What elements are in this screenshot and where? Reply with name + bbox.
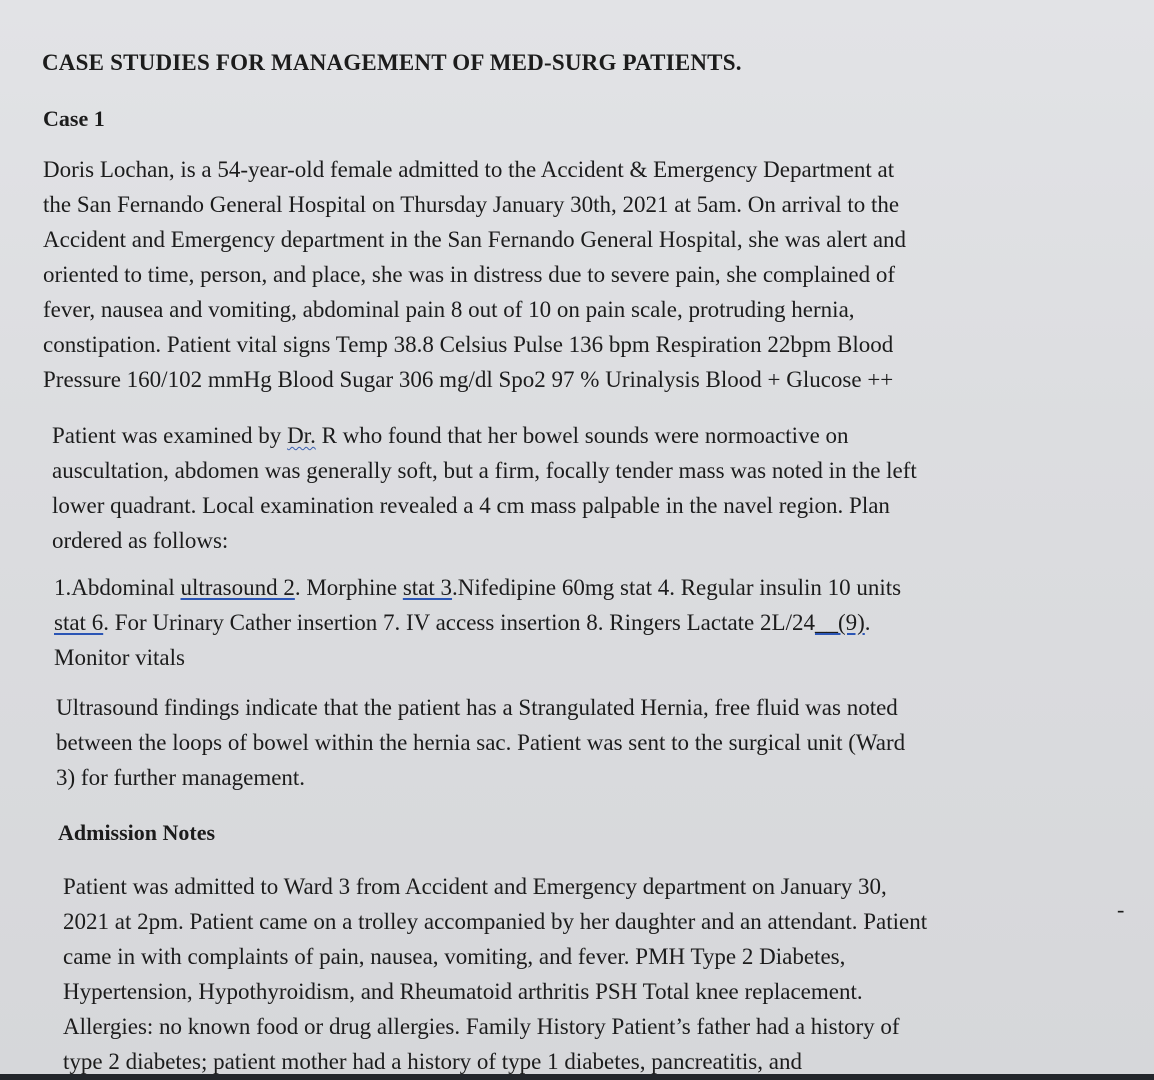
text-line: Accident and Emergency department in the San Fernando General Hospital, she was alert and [43, 227, 907, 252]
text-line: 2021 at 2pm. Patient came on a trolley accompanied by her daughter and an attendant. Patient [63, 909, 928, 934]
text-segment: . [864, 610, 871, 635]
underlined-text: ultrasound 2 [180, 575, 295, 600]
text-line: 3) for further management. [56, 765, 306, 790]
underlined-text: __(9) [814, 610, 865, 635]
text-line: ordered as follows: [52, 528, 229, 553]
paragraph-examination [52, 418, 917, 558]
text-line: Patient was admitted to Ward 3 from Accident and Emergency department on January 30, [63, 874, 887, 899]
text-line: Doris Lochan, is a 54-year-old female admitted to the Accident & Emergency Department at [43, 157, 895, 182]
text-line: came in with complaints of pain, nausea, vomiting, and fever. PMH Type 2 Diabetes, [63, 944, 846, 969]
text-line: constipation. Patient vital signs Temp 38.8 Celsius Pulse 136 bpm Respiration 22bpm Blood [43, 332, 894, 357]
text-line: oriented to time, person, and place, she was in distress due to severe pain, she complained of [43, 262, 896, 287]
margin-dash: - [1117, 897, 1125, 922]
text-line: Monitor vitals [54, 645, 185, 670]
text-line [54, 605, 901, 640]
text-line: the San Fernando General Hospital on Thursday January 30th, 2021 at 5am. On arrival to the [43, 192, 900, 217]
text-segment: .Nifedipine 60mg stat 4. Regular insulin 10 units [452, 575, 902, 600]
admission-notes-heading: Admission Notes [58, 820, 216, 845]
text-line: fever, nausea and vomiting, abdominal pain 8 out of 10 on pain scale, protruding hernia, [43, 297, 855, 322]
underlined-text: stat 6 [54, 610, 104, 635]
text-line: auscultation, abdomen was generally soft, but a firm, focally tender mass was noted in the left [52, 458, 917, 483]
text-line: Allergies: no known food or drug allergies. Family History Patient’s father had a history of [63, 1014, 900, 1039]
text-line [54, 570, 901, 605]
plan-list [54, 570, 901, 675]
text-segment: Patient was examined by [52, 423, 288, 448]
paragraph-admission [63, 869, 927, 1079]
paragraph-patient-intro [43, 152, 906, 397]
spellcheck-flag: Dr. [287, 423, 316, 448]
text-segment: R who found that her bowel sounds were normoactive on [315, 423, 849, 448]
text-line: between the loops of bowel within the hernia sac. Patient was sent to the surgical unit (Ward [56, 730, 906, 755]
text-line: type 2 diabetes; patient mother had a history of type 1 diabetes, pancreatitis, and [63, 1049, 802, 1074]
text-line [52, 418, 917, 453]
text-segment: . For Urinary Cather insertion 7. IV access insertion 8. Ringers Lactate 2L/24 [103, 610, 815, 635]
text-segment: . Morphine [294, 575, 403, 600]
underlined-text: stat 3 [402, 575, 453, 600]
case-label: Case 1 [43, 106, 105, 131]
text-line: lower quadrant. Local examination revealed a 4 cm mass palpable in the navel region. Plan [52, 493, 890, 518]
document-title: CASE STUDIES FOR MANAGEMENT OF MED-SURG PATIENTS. [42, 50, 742, 75]
screen-bottom-edge [0, 1074, 1154, 1080]
paragraph-ultrasound [56, 690, 905, 795]
text-segment: 1.Abdominal [54, 575, 181, 600]
text-line: Pressure 160/102 mmHg Blood Sugar 306 mg/dl Spo2 97 % Urinalysis Blood + Glucose ++ [43, 367, 894, 392]
text-line: Ultrasound findings indicate that the patient has a Strangulated Hernia, free fluid was noted [56, 695, 898, 720]
text-line: Hypertension, Hypothyroidism, and Rheumatoid arthritis PSH Total knee replacement. [63, 979, 863, 1004]
